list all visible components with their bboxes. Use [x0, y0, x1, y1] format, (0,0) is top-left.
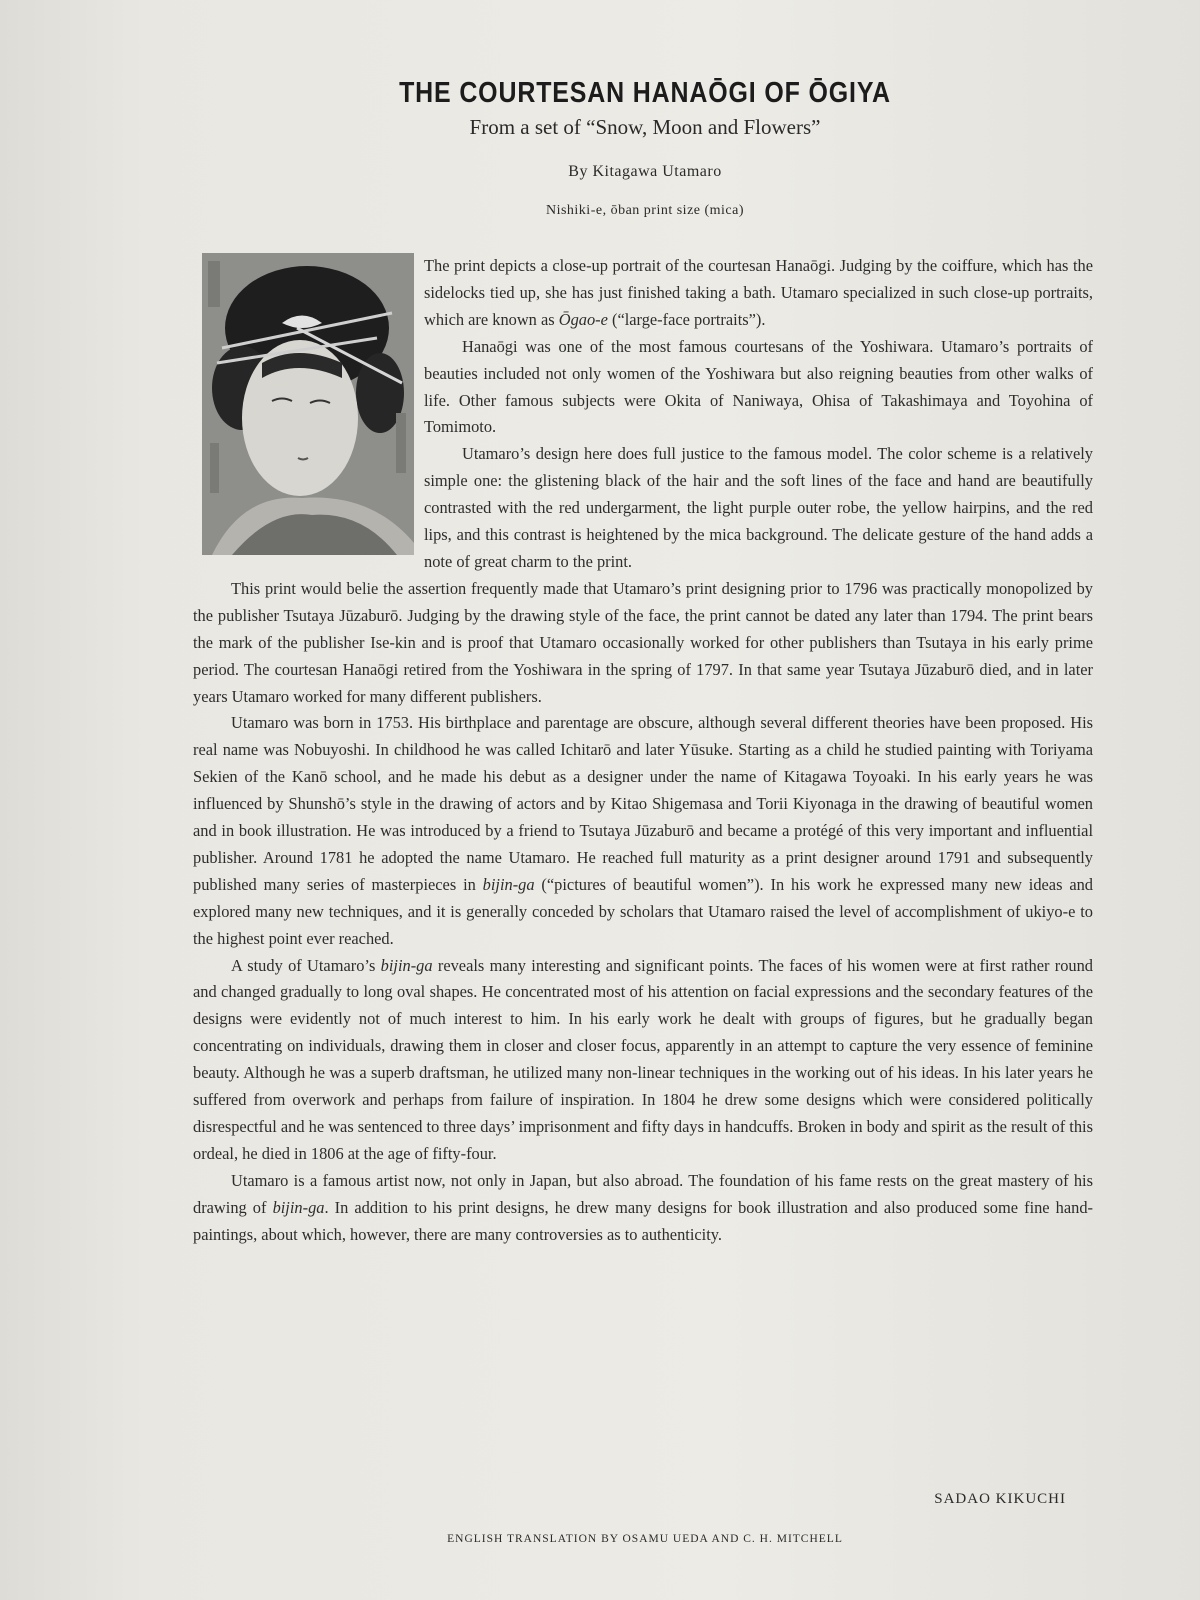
paragraph: Utamaro was born in 1753. His birthplace and parentage are obscure, although several different theories have been proposed. His real name was Nobuyoshi. In childhood he was called Ichitarō and later Yūsuke. Starting as a child he studied painting with Toriyama Sekien of the Kanō school, and he made his debut as a designer under the name of Kitagawa Toyoaki. In his early years he was influenced by Shunshō’s style in the drawing of actors and by Kitao Shigemasa and Torii Kiyonaga in the drawing of beautiful women and in book illustration. He was introduced by a friend to Tsutaya Jūzaburō and became a protégé of this very important and influential publisher. Around 1781 he adopted the name Utamaro. He reached full maturity as a print designer around 1791 and subsequently published many series of masterpieces in bijin-ga (“pictures of beautiful women”). In his work he expressed many new ideas and explored many new techniques, and it is generally conceded by scholars that Utamaro raised the level of accomplishment of ukiyo-e to the highest point ever reached.: [193, 713, 1093, 948]
print-medium: Nishiki-e, ōban print size (mica): [545, 203, 745, 218]
subtitle: From a set of “Snow, Moon and Flowers”: [469, 115, 821, 139]
paragraph: A study of Utamaro’s bijin-ga reveals many interesting and significant points. The faces of his women were at first rather round and changed gradually to long oval shapes. He concentrated most of his attention on facial expressions and the secondary features of the designs were evidently not of much interest to him. In his early work he dealt with groups of figures, but he gradually began concentrating on individuals, drawing them in closer and closer focus, apparently in an attempt to capture the very essence of feminine beauty. Although he was a superb draftsman, he utilized many non-linear techniques in the working out of his ideas. In his later years he suffered from overwork and perhaps from failure of inspiration. In 1804 he drew some designs which were considered politically disrespectful and he was sentenced to three days’ imprisonment and fifty days in handcuffs. Broken in body and spirit as the result of this ordeal, he died in 1806 at the age of fifty-four.: [193, 955, 1093, 1163]
translation-credit: ENGLISH TRANSLATION BY OSAMU UEDA AND C. H. MITCHELL: [447, 1533, 843, 1545]
paragraph: Hanaōgi was one of the most famous courtesans of the Yoshiwara. Utamaro’s portraits of beauties included not only women of the Yoshiwara but also reigning beauties from other walks of life. Other famous subjects were Okita of Naniwaya, Ohisa of Takashimaya and Toyohina of Tomimoto.: [424, 336, 1093, 437]
artist-byline: By Kitagawa Utamaro: [568, 163, 722, 180]
page-title: THE COURTESAN HANAŌGI OF ŌGIYA: [399, 77, 891, 110]
author-signature: SADAO KIKUCHI: [934, 1491, 1066, 1507]
image-wrap-spacer: [193, 253, 424, 571]
paragraph: Utamaro’s design here does full justice to the famous model. The color scheme is a relatively simple one: the glistening black of the hair and the soft lines of the face and hand are beautifully contrasted with the red undergarment, the light purple outer robe, the yellow hairpins, and the red lips, and this contrast is heightened by the mica background. The delicate gesture of the hand adds a note of great charm to the print.: [424, 444, 1093, 571]
paragraph: Utamaro is a famous artist now, not only in Japan, but also abroad. The foundation of his fame rests on the great mastery of his drawing of bijin-ga. In addition to his print designs, he drew many designs for book illustration and also produced some fine hand-paintings, about which, however, there are many controversies as to authenticity.: [193, 1170, 1093, 1244]
article-body: [193, 253, 1093, 1249]
paragraph: The print depicts a close-up portrait of the courtesan Hanaōgi. Judging by the coiffure, which has the sidelocks tied up, she has just finished taking a bath. Utamaro specialized in such close-up portraits, which are known as Ōgao-e (“large-face portraits”).: [424, 256, 1093, 329]
paragraph: This print would belie the assertion frequently made that Utamaro’s print designing prior to 1796 was practically monopolized by the publisher Tsutaya Jūzaburō. Judging by the drawing style of the face, the print cannot be dated any later than 1794. The print bears the mark of the publisher Ise-kin and is proof that Utamaro occasionally worked for other publishers than Tsutaya in his early prime period. The courtesan Hanaōgi retired from the Yoshiwara in the spring of 1797. In that same year Tsutaya Jūzaburō died, and in later years Utamaro worked for many different publishers.: [193, 578, 1093, 706]
